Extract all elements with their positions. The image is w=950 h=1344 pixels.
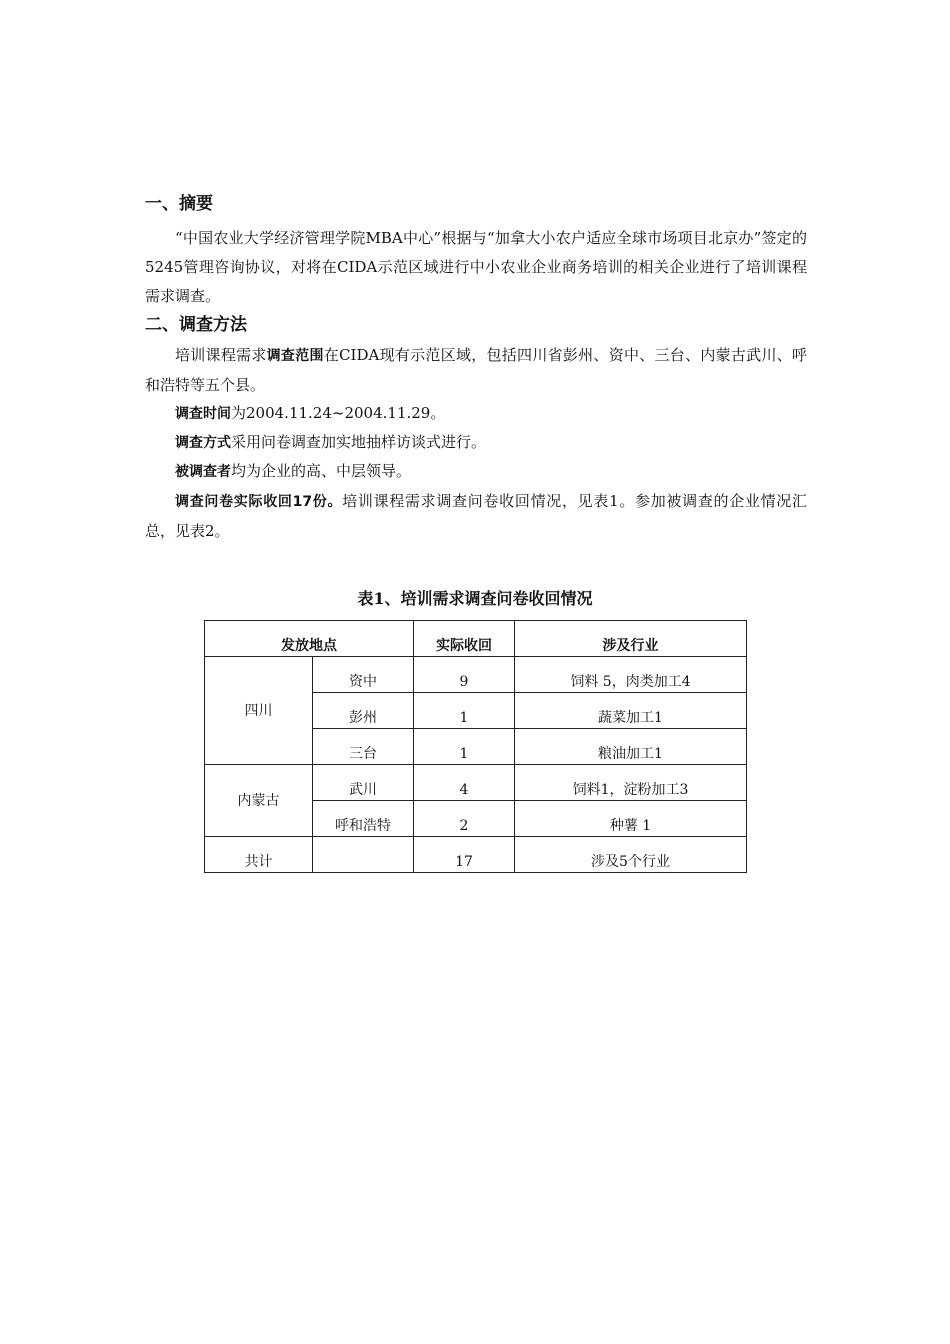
summary-paragraph: “中国农业大学经济管理学院MBA中心”根据与“加拿大小农户适应全球市场项目北京办”签定的5245管理咨询协议，对将在CIDA示范区域进行中小农业企业商务培训的相关企业进行了培训课程需求调查。 <box>145 229 807 305</box>
returned-cell: 4 <box>414 765 515 801</box>
survey-return-table <box>204 620 747 873</box>
time-lead: 调查时间 <box>175 406 231 422</box>
county-cell: 三台 <box>313 729 414 765</box>
table-total-row <box>205 837 747 873</box>
section-heading-method: 二、调查方法 <box>145 315 247 335</box>
table-title: 表1、培训需求调查问卷收回情况 <box>357 589 593 608</box>
scope-prefix: 培训课程需求 <box>175 346 267 364</box>
returns-lead: 调查问卷实际收回17份。 <box>175 494 343 510</box>
total-returned-cell: 17 <box>414 837 515 873</box>
returned-cell: 1 <box>414 693 515 729</box>
county-cell: 呼和浩特 <box>313 801 414 837</box>
respondents-text: 均为企业的高、中层领导。 <box>231 462 412 480</box>
time-text: 为2004.11.24~2004.11.29。 <box>231 404 446 422</box>
returned-cell: 9 <box>414 657 515 693</box>
respondents-paragraph <box>145 457 807 487</box>
industry-cell: 饲料1，淀粉加工3 <box>515 765 747 801</box>
time-paragraph <box>145 399 807 429</box>
industry-cell: 种薯 1 <box>515 801 747 837</box>
header-location: 发放地点 <box>205 621 414 657</box>
county-cell: 资中 <box>313 657 414 693</box>
method-lead: 调查方式 <box>175 435 231 451</box>
returned-cell: 1 <box>414 729 515 765</box>
county-cell: 彭州 <box>313 693 414 729</box>
total-label-cell: 共计 <box>205 837 313 873</box>
scope-lead: 调查范围 <box>266 348 324 364</box>
table-row <box>205 765 747 801</box>
returns-text: 培训课程需求调查问卷收回情况，见表1。参加被调查的企业情况汇总，见表2。 <box>145 492 808 540</box>
method-text: 采用问卷调查加实地抽样访谈式进行。 <box>231 433 487 451</box>
region-cell: 四川 <box>205 657 313 765</box>
table-header-row <box>205 621 747 657</box>
total-county-cell <box>313 837 414 873</box>
scope-paragraph <box>145 341 807 400</box>
total-industry-cell: 涉及5个行业 <box>515 837 747 873</box>
industry-cell: 蔬菜加工1 <box>515 693 747 729</box>
county-cell: 武川 <box>313 765 414 801</box>
industry-cell: 粮油加工1 <box>515 729 747 765</box>
respondents-lead: 被调查者 <box>175 464 231 480</box>
returns-paragraph <box>145 487 807 546</box>
industry-cell: 饲料 5，肉类加工4 <box>515 657 747 693</box>
region-cell: 内蒙古 <box>205 765 313 837</box>
header-returned: 实际收回 <box>414 621 515 657</box>
scope-text: 在CIDA现有示范区域，包括四川省彭州、资中、三台、内蒙古武川、呼和浩特等五个县。 <box>145 346 808 394</box>
section-heading-summary: 一、摘要 <box>145 194 213 214</box>
method-paragraph <box>145 428 807 458</box>
returned-cell: 2 <box>414 801 515 837</box>
header-industry: 涉及行业 <box>515 621 747 657</box>
table-row <box>205 657 747 693</box>
